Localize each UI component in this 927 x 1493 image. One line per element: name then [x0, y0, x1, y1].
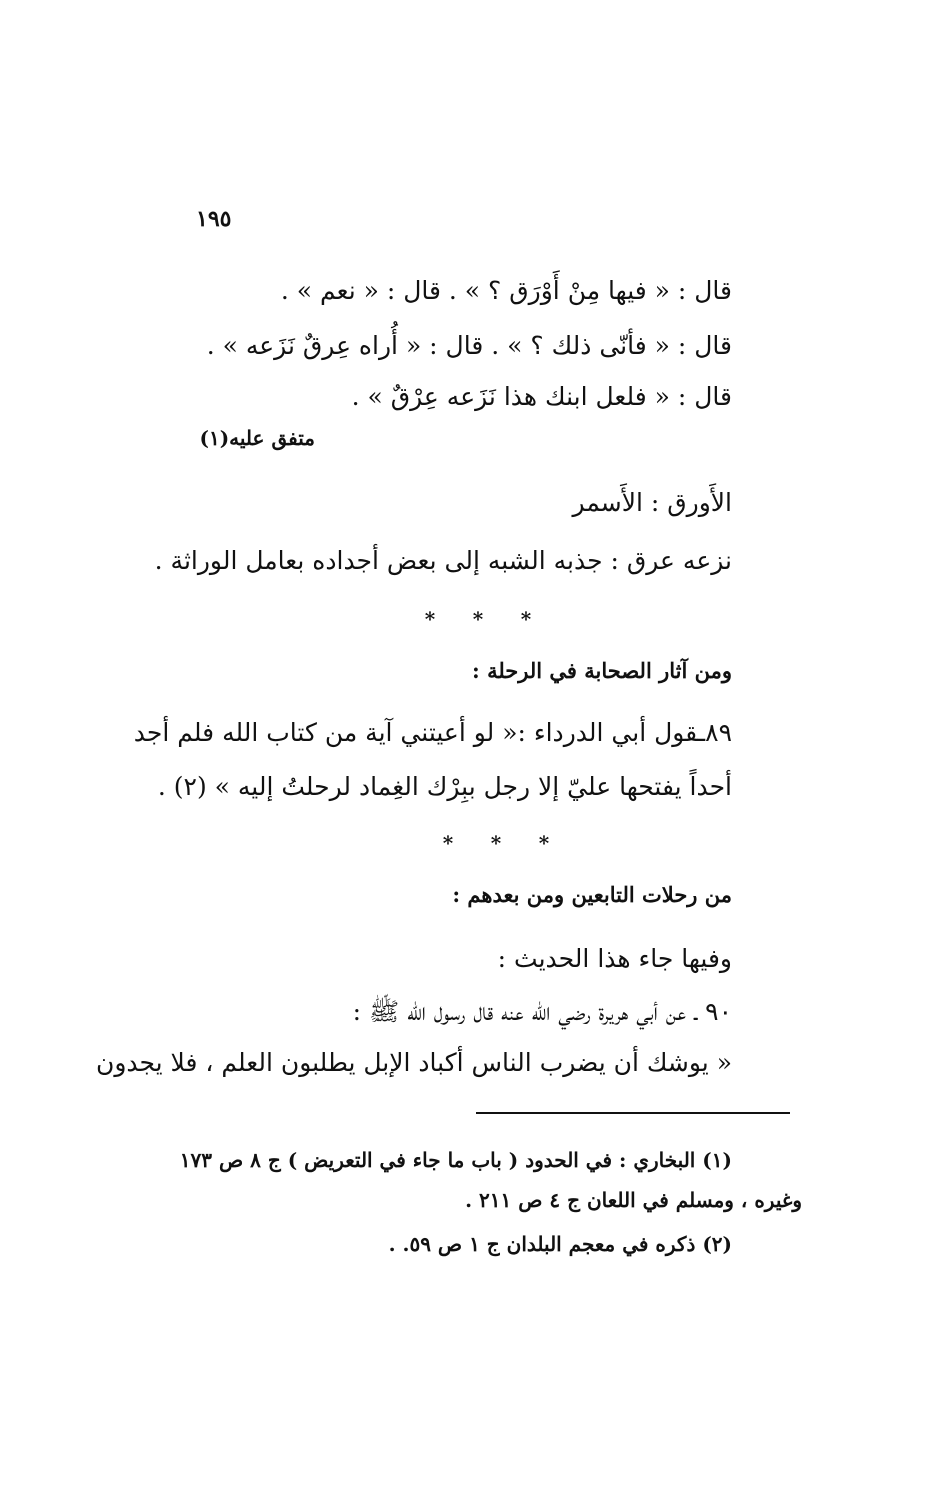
section-intro: وفيها جاء هذا الحديث :	[497, 944, 732, 973]
separator-stars-1	[406, 607, 550, 631]
dialogue-line-1: قال : « فيها مِنْ أَوْرَق ؟ » . قال : « نعم » .	[280, 276, 732, 305]
footnote-divider	[476, 1112, 790, 1114]
footnote-1-line-2: وغيره ، ومسلم في اللعان ج ٤ ص ٢١١ .	[465, 1188, 802, 1212]
dialogue-line-2: قال : « فأنّى ذلك ؟ » . قال : « أُراه عِرقٌ نَزَعه » .	[206, 331, 732, 360]
footnote-1-line-1: (١) البخاري : في الحدود ( باب ما جاء في التعريض ) ج ٨ ص ١٧٣	[179, 1148, 732, 1172]
page-number: ١٩٥	[196, 206, 232, 232]
glossary-line-2: نزعه عرق : جذبه الشبه إلى بعض أجداده بعامل الوراثة .	[154, 546, 732, 575]
star: *	[442, 831, 454, 855]
dialogue-line-3: قال : « فلعل ابنك هذا نَزَعه عِرْقٌ » .	[351, 382, 732, 411]
section-heading-companions: ومن آثار الصحابة في الرحلة :	[472, 658, 732, 683]
item-90-line-1: ٩٠ ـ عن أبي هريرة رضي الله عنه قال رسول الله ﷺ :	[352, 997, 732, 1026]
item-89-line-1: ٨٩ـقول أبي الدرداء :« لو أعيتني آية من كتاب الله فلم أجد	[133, 718, 732, 747]
hadith-attribution: متفق عليه(١)	[199, 426, 315, 450]
glossary-line-1: الأَورق : الأَسمر	[572, 488, 732, 517]
separator-stars-2	[424, 831, 568, 855]
footnote-2: (٢) ذكره في معجم البلدان ج ١ ص ٥٩. .	[388, 1232, 732, 1256]
star: *	[424, 607, 436, 631]
item-90-line-2: « يوشك أن يضرب الناس أكباد الإبل يطلبون العلم ، فلا يجدون	[95, 1048, 732, 1077]
star: *	[538, 831, 550, 855]
item-89-line-2: أحداً يفتحها عليّ إلا رجل ببِرْك الغِماد لرحلتُ إليه » (٢) .	[157, 772, 732, 801]
section-heading-followers: من رحلات التابعين ومن بعدهم :	[452, 882, 732, 907]
star: *	[490, 831, 502, 855]
star: *	[520, 607, 532, 631]
star: *	[472, 607, 484, 631]
